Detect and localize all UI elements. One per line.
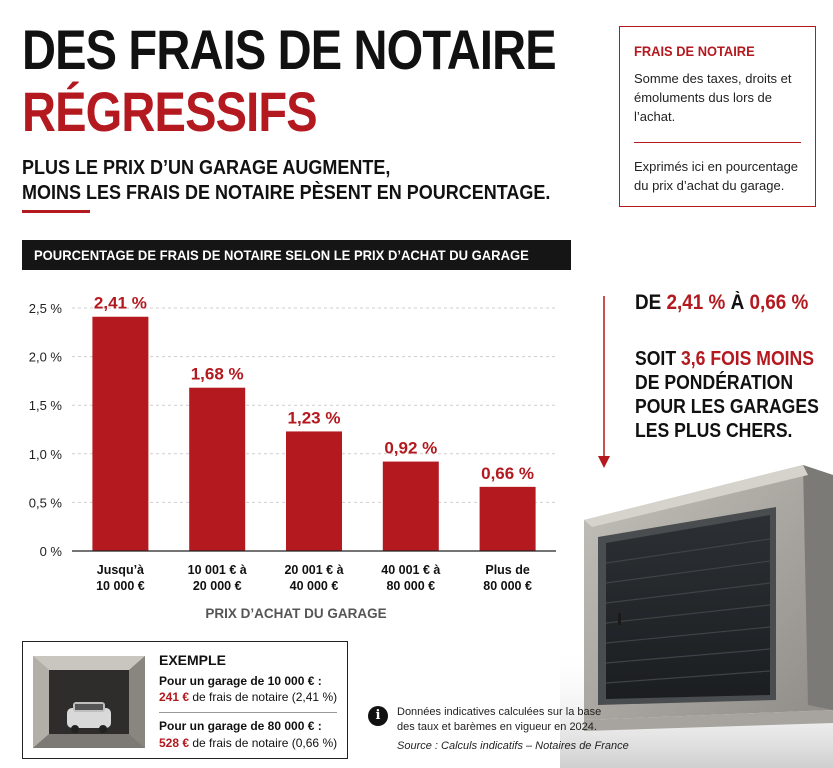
chart-bars [92,317,535,551]
x-category-label: 20 000 € [192,579,242,593]
note-line2: des taux et barèmes en vigueur en 2024. [397,721,597,733]
callout-ratio: 3,6 FOIS MOINS [680,348,814,370]
bar-chart [0,280,580,625]
bar-data-label: 0,66 % [481,463,535,483]
callout-line1-pre: SOIT [635,348,681,370]
callout-line2: DE PONDÉRATION [635,372,794,394]
bar [480,487,536,551]
y-tick-label: 1,0 % [28,446,62,462]
x-category-label: 20 001 € à [284,563,344,577]
callout-middle: À [725,291,750,314]
example-case2-rest: de frais de notaire (0,66 %) [189,736,338,750]
main-title-line1: DES FRAIS DE NOTAIRE [22,18,556,81]
x-category-label: Jusqu’à [96,563,145,577]
definition-title: FRAIS DE NOTAIRE [634,43,755,59]
info-icon: i [368,706,388,726]
garage-car-thumbnail [33,656,145,748]
example-case2-detail [159,735,337,751]
example-case1-label: Pour un garage de 10 000 € : [159,674,322,688]
bar [383,462,439,551]
callout-to-value: 0,66 % [749,291,809,314]
y-tick-label: 0,5 % [28,495,62,511]
callout-line1 [635,347,819,371]
y-tick-label: 2,5 % [28,301,62,316]
callout-line3: POUR LES GARAGES [635,396,819,418]
note-line1: Données indicatives calculées sur la base [397,706,602,718]
bar [92,317,148,551]
callout-prefix: DE [635,291,667,314]
note-text [397,705,601,735]
subtitle-line1: PLUS LE PRIX D’UN GARAGE AUGMENTE, [22,157,391,179]
chart-y-ticks [29,301,63,559]
subtitle-line2: MOINS LES FRAIS DE NOTAIRE PÈSENT EN POURCENTAGE. [22,182,551,204]
x-category-label: 10 000 € [96,579,145,593]
chart-header-text: POURCENTAGE DE FRAIS DE NOTAIRE SELON LE PRIX D’ACHAT DU GARAGE [34,247,529,263]
definition-separator [634,142,801,143]
bar [189,388,245,551]
example-separator [159,712,337,713]
example-box [22,641,348,759]
bar-data-label: 2,41 % [93,293,147,313]
callout-conclusion [635,347,819,443]
y-tick-label: 2,0 % [28,349,62,365]
x-category-label: 40 000 € [289,579,339,593]
bar-data-label: 1,68 % [190,364,244,384]
example-case2-label: Pour un garage de 80 000 € : [159,719,322,733]
chart-x-axis-label: PRIX D’ACHAT DU GARAGE [205,606,387,621]
example-title: EXEMPLE [159,652,226,668]
source-text: Source : Calculs indicatifs – Notaires de France [397,740,629,752]
y-tick-label: 1,5 % [28,398,62,414]
callout-line4: LES PLUS CHERS. [635,420,793,442]
x-category-label: 40 001 € à [381,563,441,577]
definition-box [619,26,816,207]
bar-data-label: 1,23 % [287,408,341,428]
y-tick-label: 0 % [39,544,62,559]
x-category-label: Plus de [485,563,530,577]
red-rule-divider [22,210,90,213]
bar-data-label: 0,92 % [384,438,438,458]
chart-header-bar [22,240,571,270]
callout-from-value: 2,41 % [666,291,726,314]
definition-text2: Exprimés ici en pourcentage du prix d’achat du garage. [634,159,799,193]
definition-text1: Somme des taxes, droits et émoluments dus lors de l’achat. [634,71,792,124]
main-title-line2: RÉGRESSIFS [22,80,317,143]
example-case1-detail [159,689,337,705]
callout-range [635,291,808,315]
x-category-label: 10 001 € à [187,563,247,577]
example-case2-amount: 528 € [159,736,190,750]
example-case1-amount: 241 € [159,690,190,704]
bar [286,431,342,551]
subtitle [22,156,551,206]
chart-x-categories [96,563,532,593]
x-category-label: 80 000 € [483,579,532,593]
down-arrow-icon [598,296,610,470]
example-case1-rest: de frais de notaire (2,41 %) [189,690,338,704]
x-category-label: 80 000 € [386,579,436,593]
